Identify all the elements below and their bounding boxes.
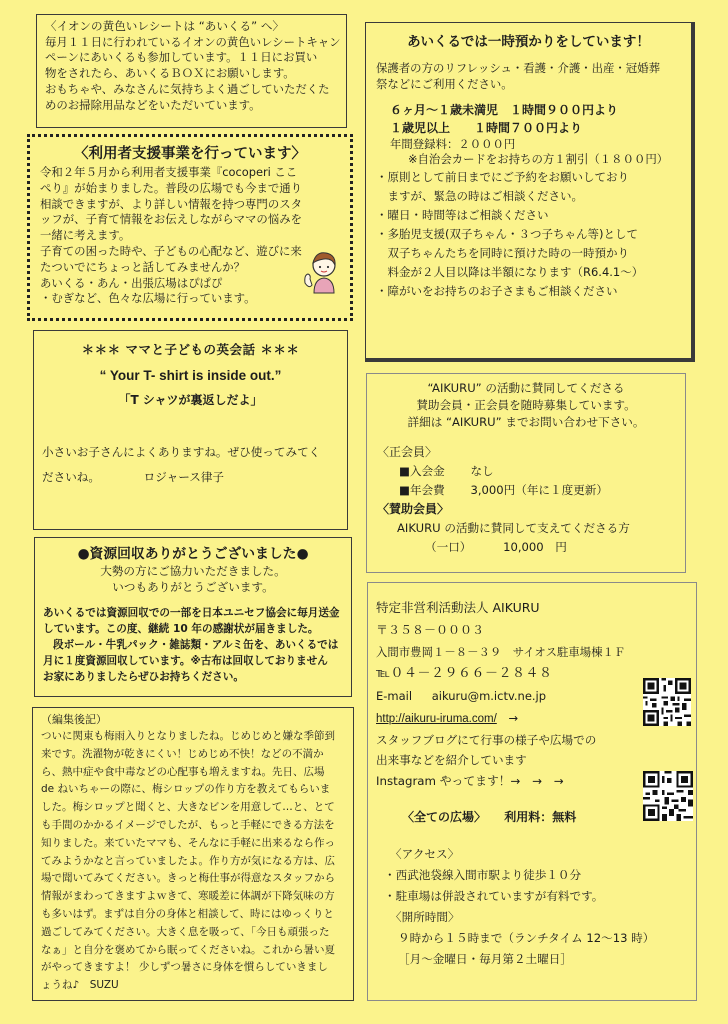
support-line: 令和２年５月から利用者支援事業『cocoperi ここ — [40, 165, 298, 179]
editor-line: ょうね♪ SUZU — [41, 979, 119, 992]
english-phrase: “ Your T- shirt is inside out.” — [99, 368, 282, 383]
members-support-desc: AIKURU の活動に賛同して支えてくださる方 — [397, 521, 630, 535]
english-translation: 「T シャツが裏返しだよ」 — [118, 393, 263, 407]
childcare-intro: 保護者の方のリフレッシュ・看護・介護・出産・冠婚葬 — [376, 61, 660, 75]
support-line: あいくる・あん・出張広場はぴぱぴ — [40, 275, 223, 290]
childcare-bullet: ・曜日・時間等はご相談ください — [376, 208, 549, 223]
editor-line: ついに関東も梅雨入りとなりましたね。じめじめと嫌な季節到 — [41, 730, 335, 742]
editor-line: 来です。洗濯物が乾きにくい！じめじめ不快！などの不満か — [41, 747, 324, 760]
aeon-title: 〈イオンの黄色いレシートは “あいくる” へ〉 — [45, 19, 285, 33]
childcare-bullet: ・原則として前日までにご予約をお願いしており — [376, 170, 629, 185]
childcare-intro: 祭などにご利用ください。 — [376, 76, 513, 91]
english-author: ロジャース律子 — [143, 470, 225, 484]
editor-line: した。梅シロップと聞くと、大きなビンを用意して…と、とて — [41, 801, 335, 814]
editor-box — [32, 707, 354, 1001]
org-email-row — [376, 685, 688, 707]
org-plaza: 〈全ての広場〉 — [402, 810, 487, 824]
aeon-box — [36, 14, 347, 128]
childcare-price: ６ヶ月～１歳未満児 １時間９００円より — [390, 102, 619, 117]
org-hours: ９時から１５時まで（ランチタイム 12～13 時） — [398, 931, 655, 945]
members-regular-title: 〈正会員〉 — [377, 445, 438, 459]
arrow-icon: → — [508, 711, 519, 725]
qr-code-icon[interactable] — [643, 771, 693, 821]
members-support-value: 10,000 円 — [503, 540, 567, 554]
org-plaza-fee: 利用料：無料 — [504, 810, 577, 824]
org-address: 入間市豊岡１－８－３９ サイオス駐車場棟１Ｆ — [376, 645, 626, 659]
members-support-title: 〈賛助会員〉 — [377, 502, 450, 516]
support-box — [27, 134, 353, 321]
editor-line: も多いはず。まずは自分の身体と相談して、時にはゆっくりと — [41, 907, 334, 920]
mother-hand-icon — [302, 249, 342, 297]
childcare-bullet: 料金が２人目以降は半額になります（R6.4.1～） — [376, 265, 644, 280]
recycle-title: ●資源回収ありがとうございました● — [77, 546, 309, 562]
qr-code-icon[interactable] — [643, 678, 691, 726]
childcare-discount: ※自治会カードをお持ちの方１割引（１８００円） — [408, 152, 669, 167]
recycle-box — [34, 537, 352, 697]
recycle-sub: 大勢の方にご協力いただきました。 — [100, 564, 286, 578]
editor-line: 過ごしてみてください。大きく息を吸って、「今日も頑張った — [41, 925, 330, 938]
aeon-line: 毎月１１日に行われているイオンの黄色いレシートキャン — [45, 34, 341, 49]
support-line: ッフが、子育て情報をお伝えしながらママの悩みを — [40, 212, 302, 227]
support-title: 〈利用者支援事業を行っています〉 — [74, 146, 306, 162]
english-note — [42, 465, 339, 489]
org-hours-title: 〈開所時間〉 — [390, 910, 460, 924]
aeon-line: おもちゃや、みなさんに気持ちよく過ごしていただくた — [45, 81, 330, 96]
recycle-line: お家にありましたらぜひお持ちください。 — [43, 671, 244, 684]
childcare-price: １歳児以上 １時間７００円より — [390, 120, 583, 135]
org-email-label: E-mail — [376, 689, 413, 703]
childcare-bullet: ますが、緊急の時はご相談ください。 — [376, 189, 583, 204]
org-access-title: 〈アクセス〉 — [390, 847, 460, 861]
members-support-price — [377, 538, 675, 557]
org-access: ・西武池袋線入間市駅より徒歩１０分 — [384, 868, 582, 882]
members-intro: 詳細は “AIKURU” までお問い合わせ下さい。 — [407, 415, 645, 429]
org-blog: スタッフブログにて行事の様子や広場での — [376, 733, 597, 747]
editor-line: 情報がまわってきますよｗきて、寒暖差に体調が下降気味の方 — [41, 890, 335, 903]
english-title: ＊＊＊ ママと子どもの英会話 ＊＊＊ — [81, 342, 300, 357]
english-box — [33, 330, 348, 530]
support-line: 一緒に考えます。 — [40, 228, 131, 243]
recycle-sub: いつもありがとうございます。 — [112, 579, 274, 594]
support-line: 相談できますが、より詳しい情報を持つ専門のスタ — [40, 196, 302, 211]
recycle-line: しています。この度、継続 10 年の感謝状が届きました。 — [43, 623, 319, 636]
org-box — [367, 582, 697, 1001]
members-support-unit: （一口） — [425, 540, 472, 554]
org-days: ［月～金曜日・毎月第２土曜日］ — [398, 952, 572, 966]
recycle-line: あいくるでは資源回収での一部を日本ユニセフ協会に毎月送金 — [43, 607, 340, 620]
aeon-line: ペーンにあいくるも参加しています。１１日にお買い — [45, 50, 318, 65]
recycle-line: 月に１度資源回収しています。※古布は回収しておりません — [43, 655, 328, 668]
childcare-bullet: ・障がいをお持ちのお子さまもご相談ください — [376, 284, 618, 299]
org-url[interactable]: http://aikuru-iruma.com/ — [376, 713, 497, 725]
recycle-line: 段ボール・牛乳パック・雑誌類・アルミ缶を、あいくるでは — [53, 639, 339, 652]
org-instagram: Instagram やってます！→ → → — [376, 774, 564, 788]
org-access: ・駐車場は併設されていますが有料です。 — [384, 889, 604, 903]
members-annual-label: ■年会費 — [399, 483, 445, 497]
english-note: 小さいお子さんによくありますね。ぜひ使ってみてく — [42, 445, 321, 459]
org-postal: 〒３５８－０００３ — [376, 623, 485, 637]
support-line: たついでにちょっと話してみませんか？ — [40, 259, 246, 274]
childcare-bullet: ・多胎児支援(双子ちゃん・３つ子ちゃん等)として — [376, 227, 638, 242]
editor-line: 場で聞いてみてください。きっと梅仕事が得意なスタッフから — [41, 872, 335, 885]
aeon-line: めのお掃除用品などをいただいています。 — [45, 97, 261, 112]
org-blog: 出来事などを紹介しています — [376, 753, 527, 767]
english-note-end: ださいね。 — [42, 470, 100, 484]
members-entry — [377, 462, 675, 481]
members-entry-label: ■入会金 — [399, 464, 445, 478]
support-line: ・むぎなど、色々な広場に行っています。 — [40, 291, 256, 306]
childcare-box — [365, 22, 695, 362]
support-line: 子育ての困った時や、子どもの心配など、遊びに来 — [40, 243, 302, 258]
editor-line: de ねいちゃーの際に、梅シロップの作り方を教えてもらいま — [41, 783, 331, 796]
org-plaza-row — [376, 806, 688, 828]
members-intro: “AIKURU” の活動に賛同してくださる — [427, 381, 625, 395]
members-intro: 賛助会員・正会員を随時募集しています。 — [416, 398, 636, 412]
org-url-row — [376, 707, 688, 730]
childcare-fee: 年間登録料：２０００円 — [390, 136, 516, 151]
support-line: ぺり』が始まりました。普段の広場でも今まで通り — [40, 180, 302, 195]
aeon-line: 物をされたら、あいくるＢＯＸにお願いします。 — [45, 66, 295, 81]
editor-title: （編集後記） — [41, 713, 107, 726]
org-tel: ℡０４－２９６６－２８４８ — [376, 666, 553, 681]
members-annual-value: 3,000円（年に１度更新） — [470, 483, 608, 497]
childcare-bullet: 双子ちゃんたちを同時に預けた時の一時預かり — [376, 246, 629, 261]
org-email[interactable]: aikuru@m.ictv.ne.jp — [431, 689, 547, 703]
members-annual — [377, 481, 675, 500]
members-entry-value: なし — [470, 464, 494, 478]
org-name: 特定非営利活動法人 AIKURU — [376, 600, 540, 615]
editor-line: がやってきますよ！ 少しずつ暑さに身体を慣らしていきまし — [41, 961, 328, 974]
editor-line: 知りました。来ていたママも、そんなに手軽に出来るなら作っ — [41, 836, 335, 849]
editor-line: も手間のかかるイメージでしたが、もっと手軽にできる方法を — [41, 818, 335, 831]
editor-line: なぁ」と自分を褒めてから眠ってくださいね。これから暑い夏 — [41, 943, 335, 956]
childcare-title: あいくるでは一時預かりをしています！ — [407, 34, 650, 50]
editor-line: ら、熱中症や食中毒などの心配事も増えますね。先日、広場 — [41, 765, 325, 778]
editor-line: てみようかなと言っていましたよ。作り方が気になる方は、広 — [41, 854, 335, 867]
members-box — [366, 373, 686, 573]
